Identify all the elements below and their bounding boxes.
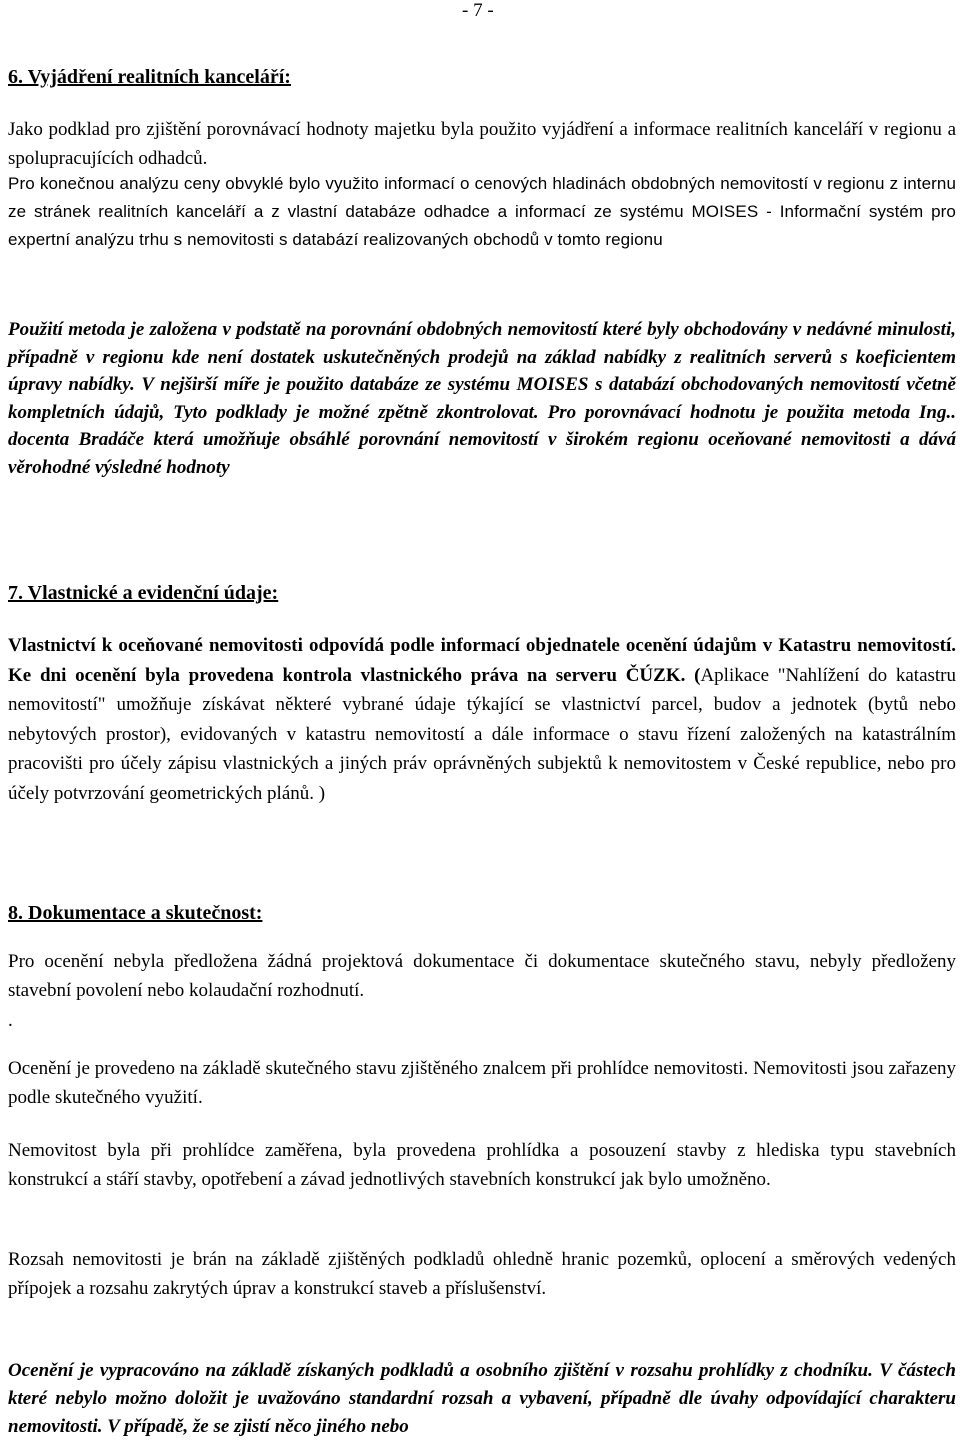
section-6-paragraph-1: Jako podklad pro zjištění porovnávací hodnoty majetku byla použito vyjádření a informace realitních kanceláří v regionu a spolupracujících odhadců. (8, 119, 956, 169)
section-8-paragraph-1: Pro ocenění nebyla předložena žádná projektová dokumentace či dokumentace skutečného stavu, nebyly předloženy stavební povolení nebo kolaudační rozhodnutí. (8, 951, 956, 1001)
section-8-paragraph-4: Rozsah nemovitosti je brán na základě zjištěných podkladů ohledně hranic pozemků, oplocení a směrových vedených přípojek a rozsahu zakrytých úprav a konstrukcí staveb a příslušenství. (8, 1249, 956, 1299)
section-8-paragraph-3: Nemovitost byla při prohlídce zaměřena, byla provedena prohlídka a posouzení stavby z hlediska typu stavebních konstrukcí a stáří stavby, opotřebení a závad jednotlivých stavebních konstrukcí jak bylo umožněno. (8, 1140, 956, 1190)
section-8-dot: . (8, 1010, 13, 1031)
section-8-heading: 8. Dokumentace a skutečnost: (8, 902, 263, 924)
section-7-heading: 7. Vlastnické a evidenční údaje: (8, 582, 279, 604)
section-8-paragraph-5: Ocenění je vypracováno na základě získaných podkladů a osobního zjištění v rozsahu prohlídky z chodníku. V částech které nebylo možno doložit je uvažováno standardní rozsah a vybavení, případně dle úvahy odpovídající charakteru nemovitosti. V případě, že se zjistí něco jiného nebo (8, 1360, 956, 1437)
section-6-paragraph-3: Použití metoda je založena v podstatě na porovnání obdobných nemovitostí které byly obchodovány v nedávné minulosti, případně v regionu kde není dostatek uskutečněných prodejů na základ nabídky z realitních serverů s koeficientem úpravy nabídky. V nejširší míře je použito databáze ze systému MOISES s databází obchodovaných nemovitostí včetně kompletních údajů, Tyto podklady je možné zpětně zkontrolovat. Pro porovnávací hodnotu je použita metoda Ing.. docenta Bradáče která umožňuje obsáhlé porovnání nemovitostí v širokém regionu oceňované nemovitosti a dává věrohodné výsledné hodnoty (8, 319, 956, 478)
section-6-paragraph-2: Pro konečnou analýzu ceny obvyklé bylo využito informací o cenových hladinách obdobných nemovitostí v regionu z internu ze stránek realitních kanceláří a z vlastní databáze odhadce a informací ze systému MOISES - Informační systém pro expertní analýzu trhu s nemovitosti s databází realizovaných obchodů v tomto regionu (8, 174, 956, 249)
section-7-paragraph (8, 631, 956, 808)
section-6-heading: 6. Vyjádření realitních kanceláří: (8, 66, 291, 88)
page-number: - 7 - (462, 0, 494, 21)
section-8-paragraph-2: Ocenění je provedeno na základě skutečného stavu zjištěného znalcem při prohlídce nemovitosti. Nemovitosti jsou zařazeny podle skutečného využití. (8, 1058, 956, 1108)
section-7-bold-text: Vlastnictví k oceňované nemovitosti odpovídá podle informací objednatele ocenění údajům v Katastru nemovitostí. Ke dni ocenění byla provedena kontrola vlastnického práva na serveru ČÚZK. ( (8, 635, 956, 686)
section-7-normal-text: Aplikace "Nahlížení do katastru nemovitostí" umožňuje získávat některé vybrané údaje týkající se vlastnictví parcel, budov a jednotek (bytů nebo nebytových prostor), evidovaných v katastru nemovitostí a dále informace o stavu řízení založených na katastrálním pracovišti pro účely zápisu vlastnických a jiných práv oprávněných subjektů k nemovitostem v České republice, nebo pro účely potvrzování geometrických plánů. ) (8, 664, 957, 804)
